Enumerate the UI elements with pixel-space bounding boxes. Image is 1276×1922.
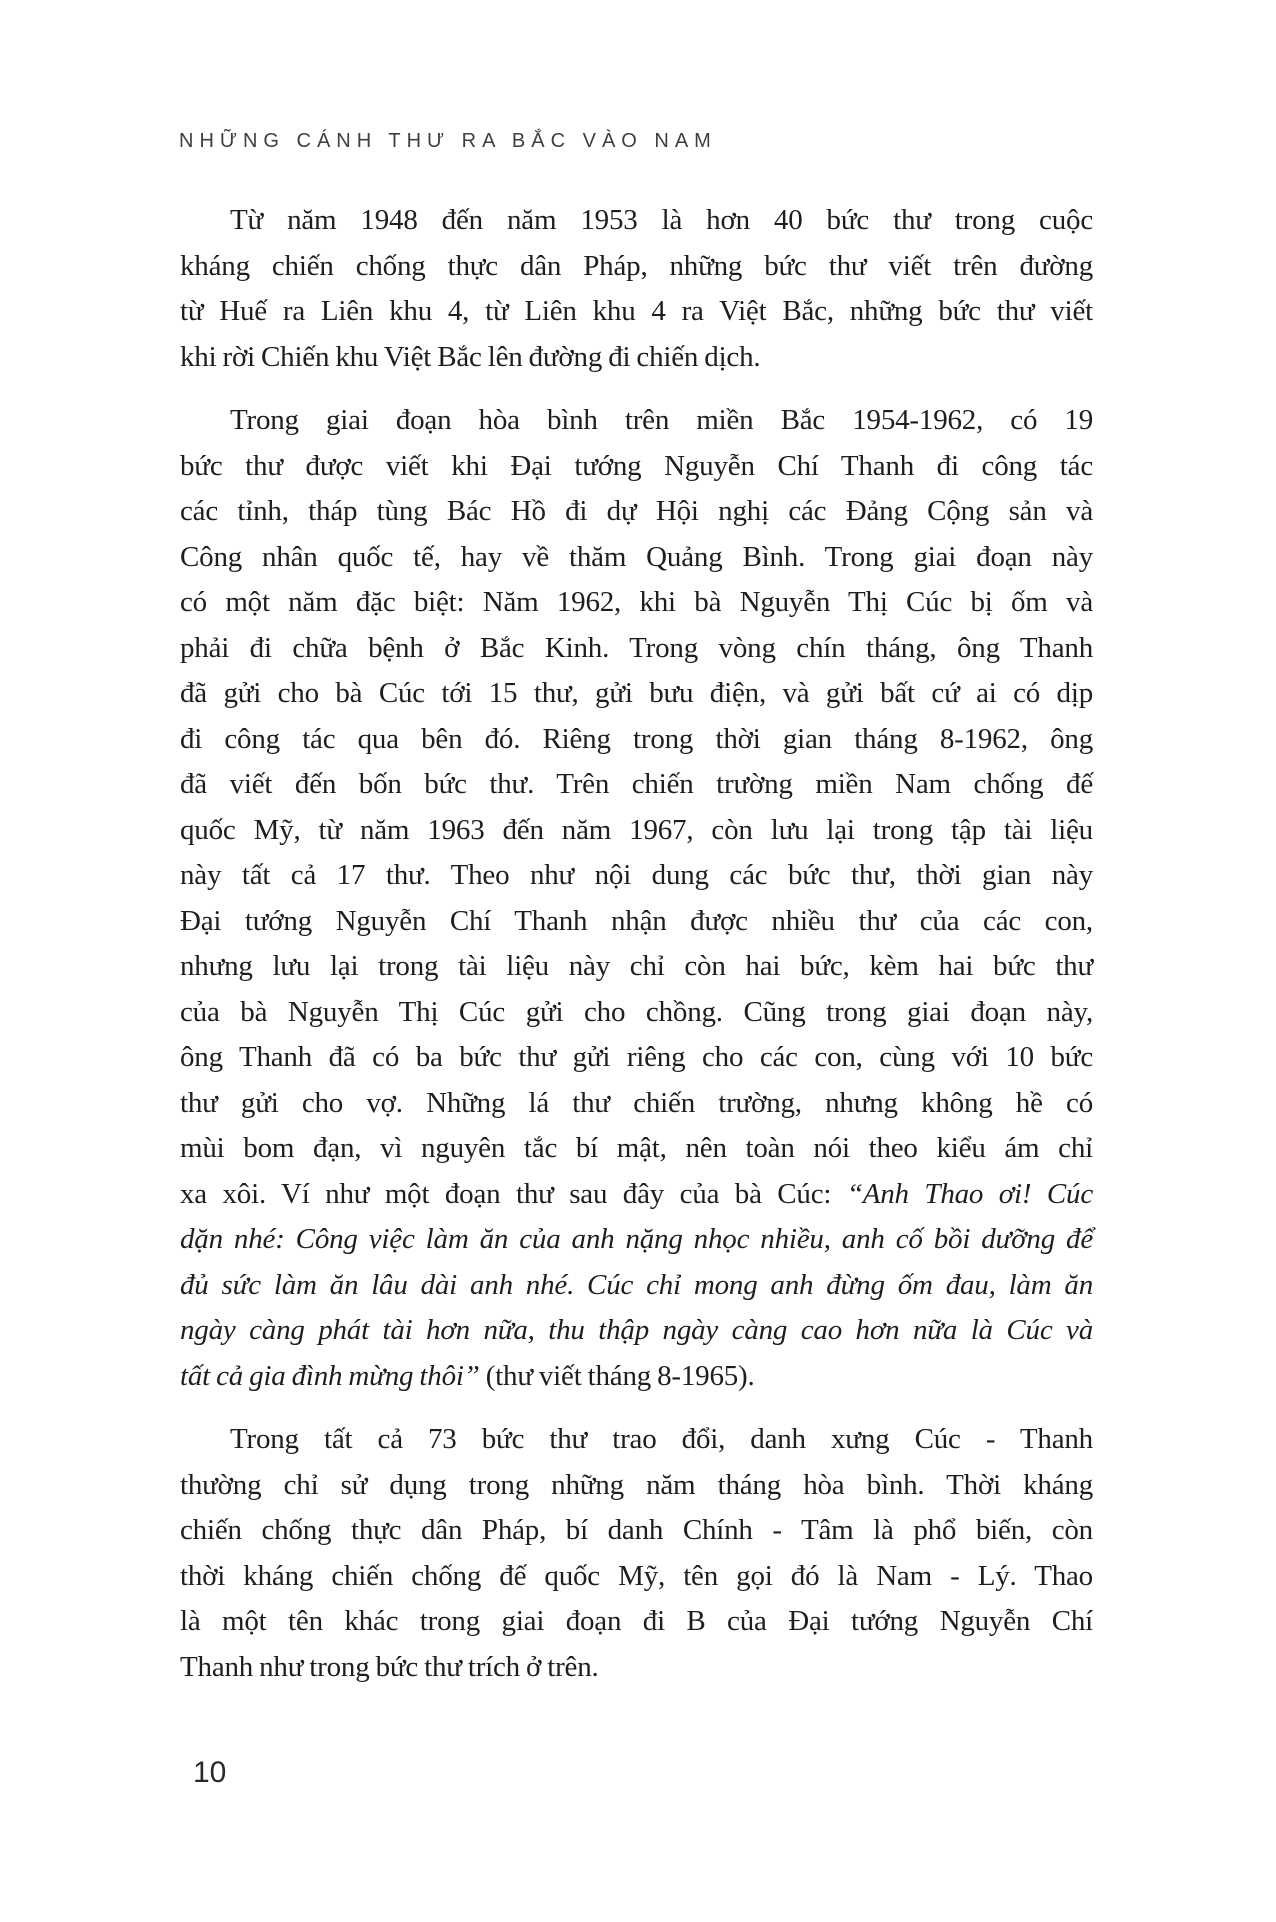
- text-line: [180, 198, 1093, 244]
- body-text-segment: ông Thanh đã có ba bức thư gửi riêng cho các con, cùng với 10 bức: [180, 1041, 1093, 1073]
- text-line: [180, 1126, 1093, 1172]
- text-line: [180, 1035, 1093, 1081]
- body-text-segment: khi rời Chiến khu Việt Bắc lên đường đi chiến dịch.: [180, 340, 761, 373]
- body-text-segment: Trong giai đoạn hòa bình trên miền Bắc 1954-1962, có 19: [230, 404, 1093, 436]
- paragraph: [180, 398, 1093, 1399]
- text-line: [180, 1263, 1093, 1309]
- text-line: [180, 1508, 1093, 1554]
- text-line: [180, 808, 1093, 854]
- text-line: [180, 717, 1093, 763]
- body-text-segment: Trong tất cả 73 bức thư trao đổi, danh xưng Cúc - Thanh: [230, 1423, 1093, 1455]
- text-line: [180, 1554, 1093, 1600]
- text-line: [180, 244, 1093, 290]
- text-line: [180, 1417, 1093, 1463]
- body-text-segment: Đại tướng Nguyễn Chí Thanh nhận được nhiều thư của các con,: [180, 904, 1093, 937]
- text-line: [180, 1308, 1093, 1354]
- body-text-segment: có một năm đặc biệt: Năm 1962, khi bà Nguyễn Thị Cúc bị ốm và: [180, 586, 1093, 618]
- quoted-letter-text: dặn nhé: Công việc làm ăn của anh nặng nhọc nhiều, anh cố bồi dưỡng để: [180, 1223, 1093, 1255]
- quoted-letter-text: tất cả gia đình mừng thôi”: [180, 1359, 486, 1392]
- body-text-segment: thời kháng chiến chống đế quốc Mỹ, tên gọi đó là Nam - Lý. Thao: [180, 1559, 1093, 1592]
- text-line: [180, 535, 1093, 581]
- text-line: [180, 335, 1093, 381]
- text-line: [180, 489, 1093, 535]
- body-text-segment: đi công tác qua bên đó. Riêng trong thời gian tháng 8-1962, ông: [180, 722, 1093, 755]
- text-line: [180, 1172, 1093, 1218]
- body-text-segment: quốc Mỹ, từ năm 1963 đến năm 1967, còn lưu lại trong tập tài liệu: [180, 813, 1093, 846]
- text-line: [180, 990, 1093, 1036]
- text-line: [180, 626, 1093, 672]
- text-line: [180, 1354, 1093, 1400]
- text-line: [180, 289, 1093, 335]
- text-line: [180, 1081, 1093, 1127]
- text-line: [180, 444, 1093, 490]
- body-text-segment: phải đi chữa bệnh ở Bắc Kinh. Trong vòng chín tháng, ông Thanh: [180, 631, 1093, 664]
- text-line: [180, 398, 1093, 444]
- body-text-segment: thư gửi cho vợ. Những lá thư chiến trường, nhưng không hề có: [180, 1086, 1093, 1119]
- body-text-segment: là một tên khác trong giai đoạn đi B của Đại tướng Nguyễn Chí: [180, 1605, 1093, 1637]
- body-text-segment: này tất cả 17 thư. Theo như nội dung các bức thư, thời gian này: [180, 859, 1093, 891]
- body-text-segment: nhưng lưu lại trong tài liệu này chỉ còn hai bức, kèm hai bức thư: [180, 950, 1093, 982]
- body-text-segment: kháng chiến chống thực dân Pháp, những bức thư viết trên đường: [180, 249, 1093, 282]
- quoted-letter-text: ngày càng phát tài hơn nữa, thu thập ngày càng cao hơn nữa là Cúc và: [180, 1314, 1093, 1346]
- body-text-segment: chiến chống thực dân Pháp, bí danh Chính - Tâm là phổ biến, còn: [180, 1514, 1093, 1546]
- quoted-letter-text: đủ sức làm ăn lâu dài anh nhé. Cúc chỉ mong anh đừng ốm đau, làm ăn: [180, 1268, 1093, 1301]
- text-line: [180, 671, 1093, 717]
- body-text-segment: mùi bom đạn, vì nguyên tắc bí mật, nên toàn nói theo kiểu ám chỉ: [180, 1132, 1093, 1164]
- body-text-segment: đã viết đến bốn bức thư. Trên chiến trường miền Nam chống đế: [180, 768, 1093, 800]
- body-text: [180, 198, 1093, 1690]
- text-line: [180, 899, 1093, 945]
- text-line: [180, 853, 1093, 899]
- text-line: [180, 944, 1093, 990]
- paragraph: [180, 198, 1093, 380]
- running-header: NHỮNG CÁNH THƯ RA BẮC VÀO NAM: [179, 130, 717, 152]
- text-line: [180, 1217, 1093, 1263]
- text-line: [180, 580, 1093, 626]
- body-text-segment: Công nhân quốc tế, hay về thăm Quảng Bình. Trong giai đoạn này: [180, 540, 1093, 573]
- body-text-segment: từ Huế ra Liên khu 4, từ Liên khu 4 ra Việt Bắc, những bức thư viết: [180, 295, 1093, 327]
- body-text-segment: Từ năm 1948 đến năm 1953 là hơn 40 bức thư trong cuộc: [230, 204, 1093, 236]
- body-text-segment: xa xôi. Ví như một đoạn thư sau đây của bà Cúc:: [180, 1177, 847, 1210]
- body-text-segment: thường chỉ sử dụng trong những năm tháng hòa bình. Thời kháng: [180, 1468, 1093, 1501]
- page-number: 10: [193, 1756, 227, 1789]
- paragraph: [180, 1417, 1093, 1690]
- text-line: [180, 1599, 1093, 1645]
- body-text-segment: các tỉnh, tháp tùng Bác Hồ đi dự Hội nghị các Đảng Cộng sản và: [180, 495, 1093, 527]
- quoted-letter-text: “Anh Thao ơi! Cúc: [846, 1177, 1094, 1210]
- body-text-segment: Thanh như trong bức thư trích ở trên.: [180, 1650, 599, 1683]
- body-text-segment: của bà Nguyễn Thị Cúc gửi cho chồng. Cũng trong giai đoạn này,: [180, 995, 1093, 1028]
- text-line: [180, 1463, 1093, 1509]
- body-text-segment: bức thư được viết khi Đại tướng Nguyễn Chí Thanh đi công tác: [180, 449, 1093, 482]
- text-line: [180, 1645, 1093, 1691]
- text-line: [180, 762, 1093, 808]
- body-text-segment: (thư viết tháng 8-1965).: [485, 1359, 755, 1392]
- body-text-segment: đã gửi cho bà Cúc tới 15 thư, gửi bưu điện, và gửi bất cứ ai có dịp: [180, 677, 1093, 709]
